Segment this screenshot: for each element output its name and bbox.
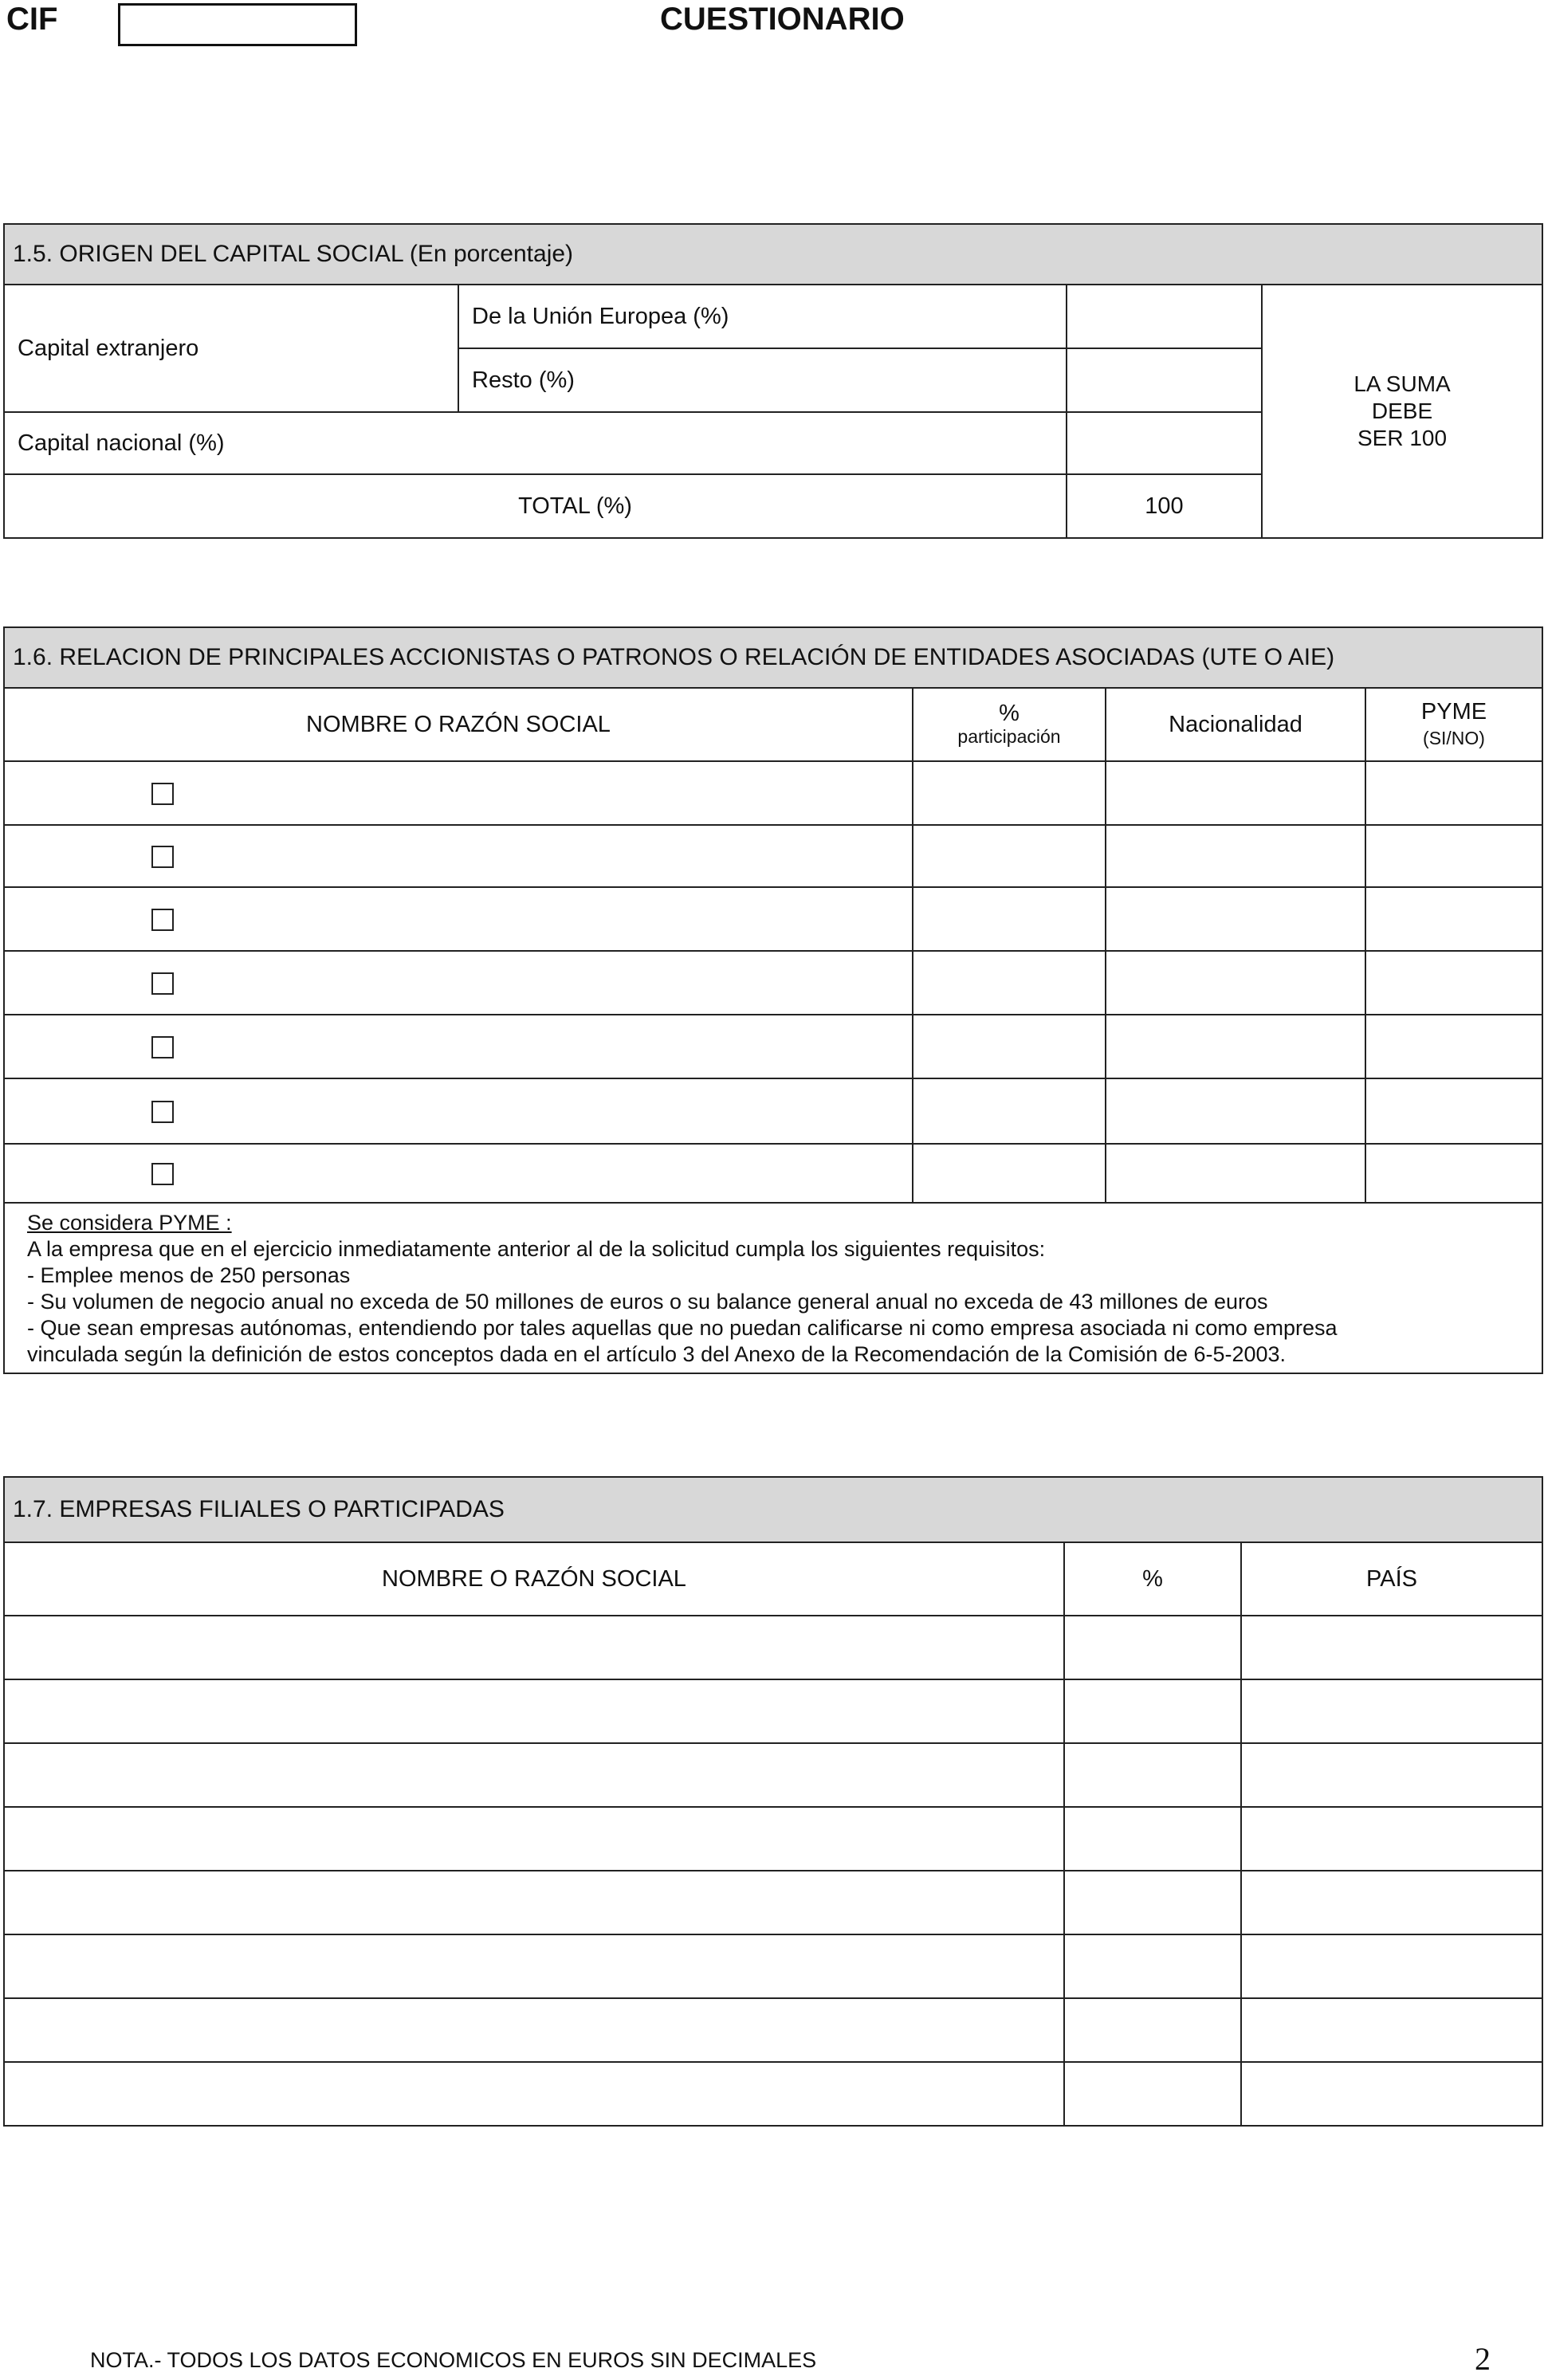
pyme-line-3: - Su volumen de negocio anual no exceda de 50 millones de euros o su balance general anual no exceda de 43 millones de euros bbox=[27, 1290, 1268, 1314]
subsidiaries-table bbox=[3, 1476, 1543, 2127]
subsidiary-name-cell[interactable] bbox=[4, 1934, 1064, 1998]
capital-extranjero-label: Capital extranjero bbox=[4, 285, 458, 412]
subsidiary-country-cell[interactable] bbox=[1241, 1616, 1542, 1679]
shareholder-name-cell[interactable] bbox=[4, 825, 913, 887]
subsidiary-country-cell[interactable] bbox=[1241, 1679, 1542, 1743]
shareholder-checkbox[interactable] bbox=[151, 783, 174, 805]
pyme-line-1: A la empresa que en el ejercicio inmediatamente anterior al de la solicitud cumpla los siguientes requisitos: bbox=[27, 1237, 1046, 1261]
col-nombre-header: NOMBRE O RAZÓN SOCIAL bbox=[4, 688, 913, 761]
shareholder-pct-cell[interactable] bbox=[913, 887, 1106, 951]
shareholder-checkbox[interactable] bbox=[151, 972, 174, 995]
subsidiary-name-cell[interactable] bbox=[4, 1616, 1064, 1679]
subsidiary-name-cell[interactable] bbox=[4, 1743, 1064, 1807]
shareholder-name-cell[interactable] bbox=[4, 951, 913, 1015]
shareholder-nationality-cell[interactable] bbox=[1106, 1015, 1365, 1078]
subsidiary-country-cell[interactable] bbox=[1241, 1934, 1542, 1998]
shareholder-checkbox[interactable] bbox=[151, 1163, 174, 1185]
shareholder-row bbox=[4, 951, 1542, 1015]
col-nombre-header: NOMBRE O RAZÓN SOCIAL bbox=[4, 1542, 1064, 1616]
shareholder-nationality-cell[interactable] bbox=[1106, 1144, 1365, 1203]
ue-value-field[interactable] bbox=[1067, 285, 1262, 348]
subsidiary-name-cell[interactable] bbox=[4, 1679, 1064, 1743]
subsidiary-country-cell[interactable] bbox=[1241, 1998, 1542, 2062]
shareholder-name-cell[interactable] bbox=[4, 887, 913, 951]
subsidiary-name-cell[interactable] bbox=[4, 1871, 1064, 1934]
shareholder-pyme-cell[interactable] bbox=[1365, 951, 1542, 1015]
subsidiary-pct-cell[interactable] bbox=[1064, 1934, 1241, 1998]
subsidiary-pct-cell[interactable] bbox=[1064, 1871, 1241, 1934]
subsidiary-pct-cell[interactable] bbox=[1064, 1998, 1241, 2062]
resto-value-field[interactable] bbox=[1067, 348, 1262, 412]
subsidiary-name-cell[interactable] bbox=[4, 1807, 1064, 1871]
shareholder-row bbox=[4, 1015, 1542, 1078]
col-pct-header: % bbox=[1064, 1542, 1241, 1616]
shareholder-pyme-cell[interactable] bbox=[1365, 761, 1542, 825]
shareholder-row bbox=[4, 761, 1542, 825]
shareholder-nationality-cell[interactable] bbox=[1106, 1078, 1365, 1144]
col-pyme-sino: (SI/NO) bbox=[1423, 727, 1485, 748]
shareholder-pct-cell[interactable] bbox=[913, 951, 1106, 1015]
subsidiary-country-cell[interactable] bbox=[1241, 1807, 1542, 1871]
shareholder-row bbox=[4, 1078, 1542, 1144]
subsidiary-pct-cell[interactable] bbox=[1064, 2062, 1241, 2126]
shareholder-name-cell[interactable] bbox=[4, 1144, 913, 1203]
shareholder-pyme-cell[interactable] bbox=[1365, 1015, 1542, 1078]
shareholder-checkbox[interactable] bbox=[151, 1101, 174, 1123]
footer-note: NOTA.- TODOS LOS DATOS ECONOMICOS EN EUROS SIN DECIMALES bbox=[90, 2348, 817, 2372]
subsidiary-name-cell[interactable] bbox=[4, 2062, 1064, 2126]
subsidiary-pct-cell[interactable] bbox=[1064, 1743, 1241, 1807]
shareholder-checkbox[interactable] bbox=[151, 909, 174, 931]
shareholder-nationality-cell[interactable] bbox=[1106, 761, 1365, 825]
sum-note bbox=[1262, 285, 1542, 538]
subsidiary-row bbox=[4, 1616, 1542, 1679]
sum-note-line-3: SER 100 bbox=[1357, 426, 1448, 450]
pyme-heading: Se considera PYME : bbox=[27, 1211, 232, 1235]
sum-note-line-2: DEBE bbox=[1371, 399, 1433, 423]
subsidiary-row bbox=[4, 1743, 1542, 1807]
section-1-5-title: 1.5. ORIGEN DEL CAPITAL SOCIAL (En porcentaje) bbox=[4, 224, 1542, 285]
shareholder-name-cell[interactable] bbox=[4, 1078, 913, 1144]
subsidiary-country-cell[interactable] bbox=[1241, 2062, 1542, 2126]
shareholder-row bbox=[4, 1144, 1542, 1203]
subsidiary-row bbox=[4, 1934, 1542, 1998]
shareholder-nationality-cell[interactable] bbox=[1106, 825, 1365, 887]
pyme-line-2: - Emplee menos de 250 personas bbox=[27, 1263, 351, 1287]
shareholder-nationality-cell[interactable] bbox=[1106, 951, 1365, 1015]
capital-origin-table bbox=[3, 223, 1543, 539]
col-participacion-text: participación bbox=[957, 725, 1061, 747]
shareholder-pct-cell[interactable] bbox=[913, 1015, 1106, 1078]
ue-label: De la Unión Europea (%) bbox=[458, 285, 1067, 348]
subsidiary-pct-cell[interactable] bbox=[1064, 1679, 1241, 1743]
section-1-7-title: 1.7. EMPRESAS FILIALES O PARTICIPADAS bbox=[4, 1477, 1542, 1542]
total-label: TOTAL (%) bbox=[4, 474, 1067, 538]
capital-nacional-label: Capital nacional (%) bbox=[4, 412, 1067, 474]
page-number: 2 bbox=[1475, 2341, 1491, 2377]
col-pais-header: PAÍS bbox=[1241, 1542, 1542, 1616]
page-title: CUESTIONARIO bbox=[660, 2, 905, 37]
subsidiary-row bbox=[4, 1807, 1542, 1871]
subsidiary-pct-cell[interactable] bbox=[1064, 1807, 1241, 1871]
subsidiary-row bbox=[4, 2062, 1542, 2126]
col-nacionalidad-header: Nacionalidad bbox=[1106, 688, 1365, 761]
nacional-value-field[interactable] bbox=[1067, 412, 1262, 474]
shareholder-row bbox=[4, 887, 1542, 951]
shareholder-name-cell[interactable] bbox=[4, 1015, 913, 1078]
shareholder-pyme-cell[interactable] bbox=[1365, 825, 1542, 887]
shareholder-pyme-cell[interactable] bbox=[1365, 887, 1542, 951]
subsidiary-row bbox=[4, 1871, 1542, 1934]
cif-label: CIF bbox=[6, 2, 58, 37]
shareholders-table bbox=[3, 626, 1543, 1374]
shareholder-name-cell[interactable] bbox=[4, 761, 913, 825]
total-value: 100 bbox=[1067, 474, 1262, 538]
shareholder-nationality-cell[interactable] bbox=[1106, 887, 1365, 951]
subsidiary-name-cell[interactable] bbox=[4, 1998, 1064, 2062]
shareholder-checkbox[interactable] bbox=[151, 846, 174, 868]
resto-label: Resto (%) bbox=[458, 348, 1067, 412]
shareholder-pct-cell[interactable] bbox=[913, 825, 1106, 887]
shareholder-checkbox[interactable] bbox=[151, 1036, 174, 1058]
subsidiary-pct-cell[interactable] bbox=[1064, 1616, 1241, 1679]
subsidiary-country-cell[interactable] bbox=[1241, 1743, 1542, 1807]
pyme-line-4: - Que sean empresas autónomas, entendiendo por tales aquellas que no puedan calificarse ni como empresa asociada ni como empresa bbox=[27, 1316, 1338, 1340]
col-participacion-pct: % bbox=[999, 700, 1020, 726]
section-1-6-title: 1.6. RELACION DE PRINCIPALES ACCIONISTAS O PATRONOS O RELACIÓN DE ENTIDADES ASOCIADAS (UTE O AIE) bbox=[4, 627, 1542, 688]
subsidiary-row bbox=[4, 1679, 1542, 1743]
shareholder-pct-cell[interactable] bbox=[913, 1078, 1106, 1144]
shareholder-pct-cell[interactable] bbox=[913, 761, 1106, 825]
shareholder-pyme-cell[interactable] bbox=[1365, 1144, 1542, 1203]
pyme-definition-note bbox=[4, 1203, 1542, 1373]
subsidiary-country-cell[interactable] bbox=[1241, 1871, 1542, 1934]
col-participacion-header bbox=[913, 688, 1106, 761]
subsidiary-row bbox=[4, 1998, 1542, 2062]
shareholder-pct-cell[interactable] bbox=[913, 1144, 1106, 1203]
col-pyme-header bbox=[1365, 688, 1542, 761]
sum-note-line-1: LA SUMA bbox=[1353, 371, 1451, 396]
pyme-line-5: vinculada según la definición de estos conceptos dada en el artículo 3 del Anexo de la Recomendación de la Comisión de 6-5-2003. bbox=[27, 1342, 1287, 1366]
shareholder-pyme-cell[interactable] bbox=[1365, 1078, 1542, 1144]
cif-input-box[interactable] bbox=[118, 3, 357, 46]
shareholder-row bbox=[4, 825, 1542, 887]
col-pyme-label: PYME bbox=[1420, 698, 1487, 725]
